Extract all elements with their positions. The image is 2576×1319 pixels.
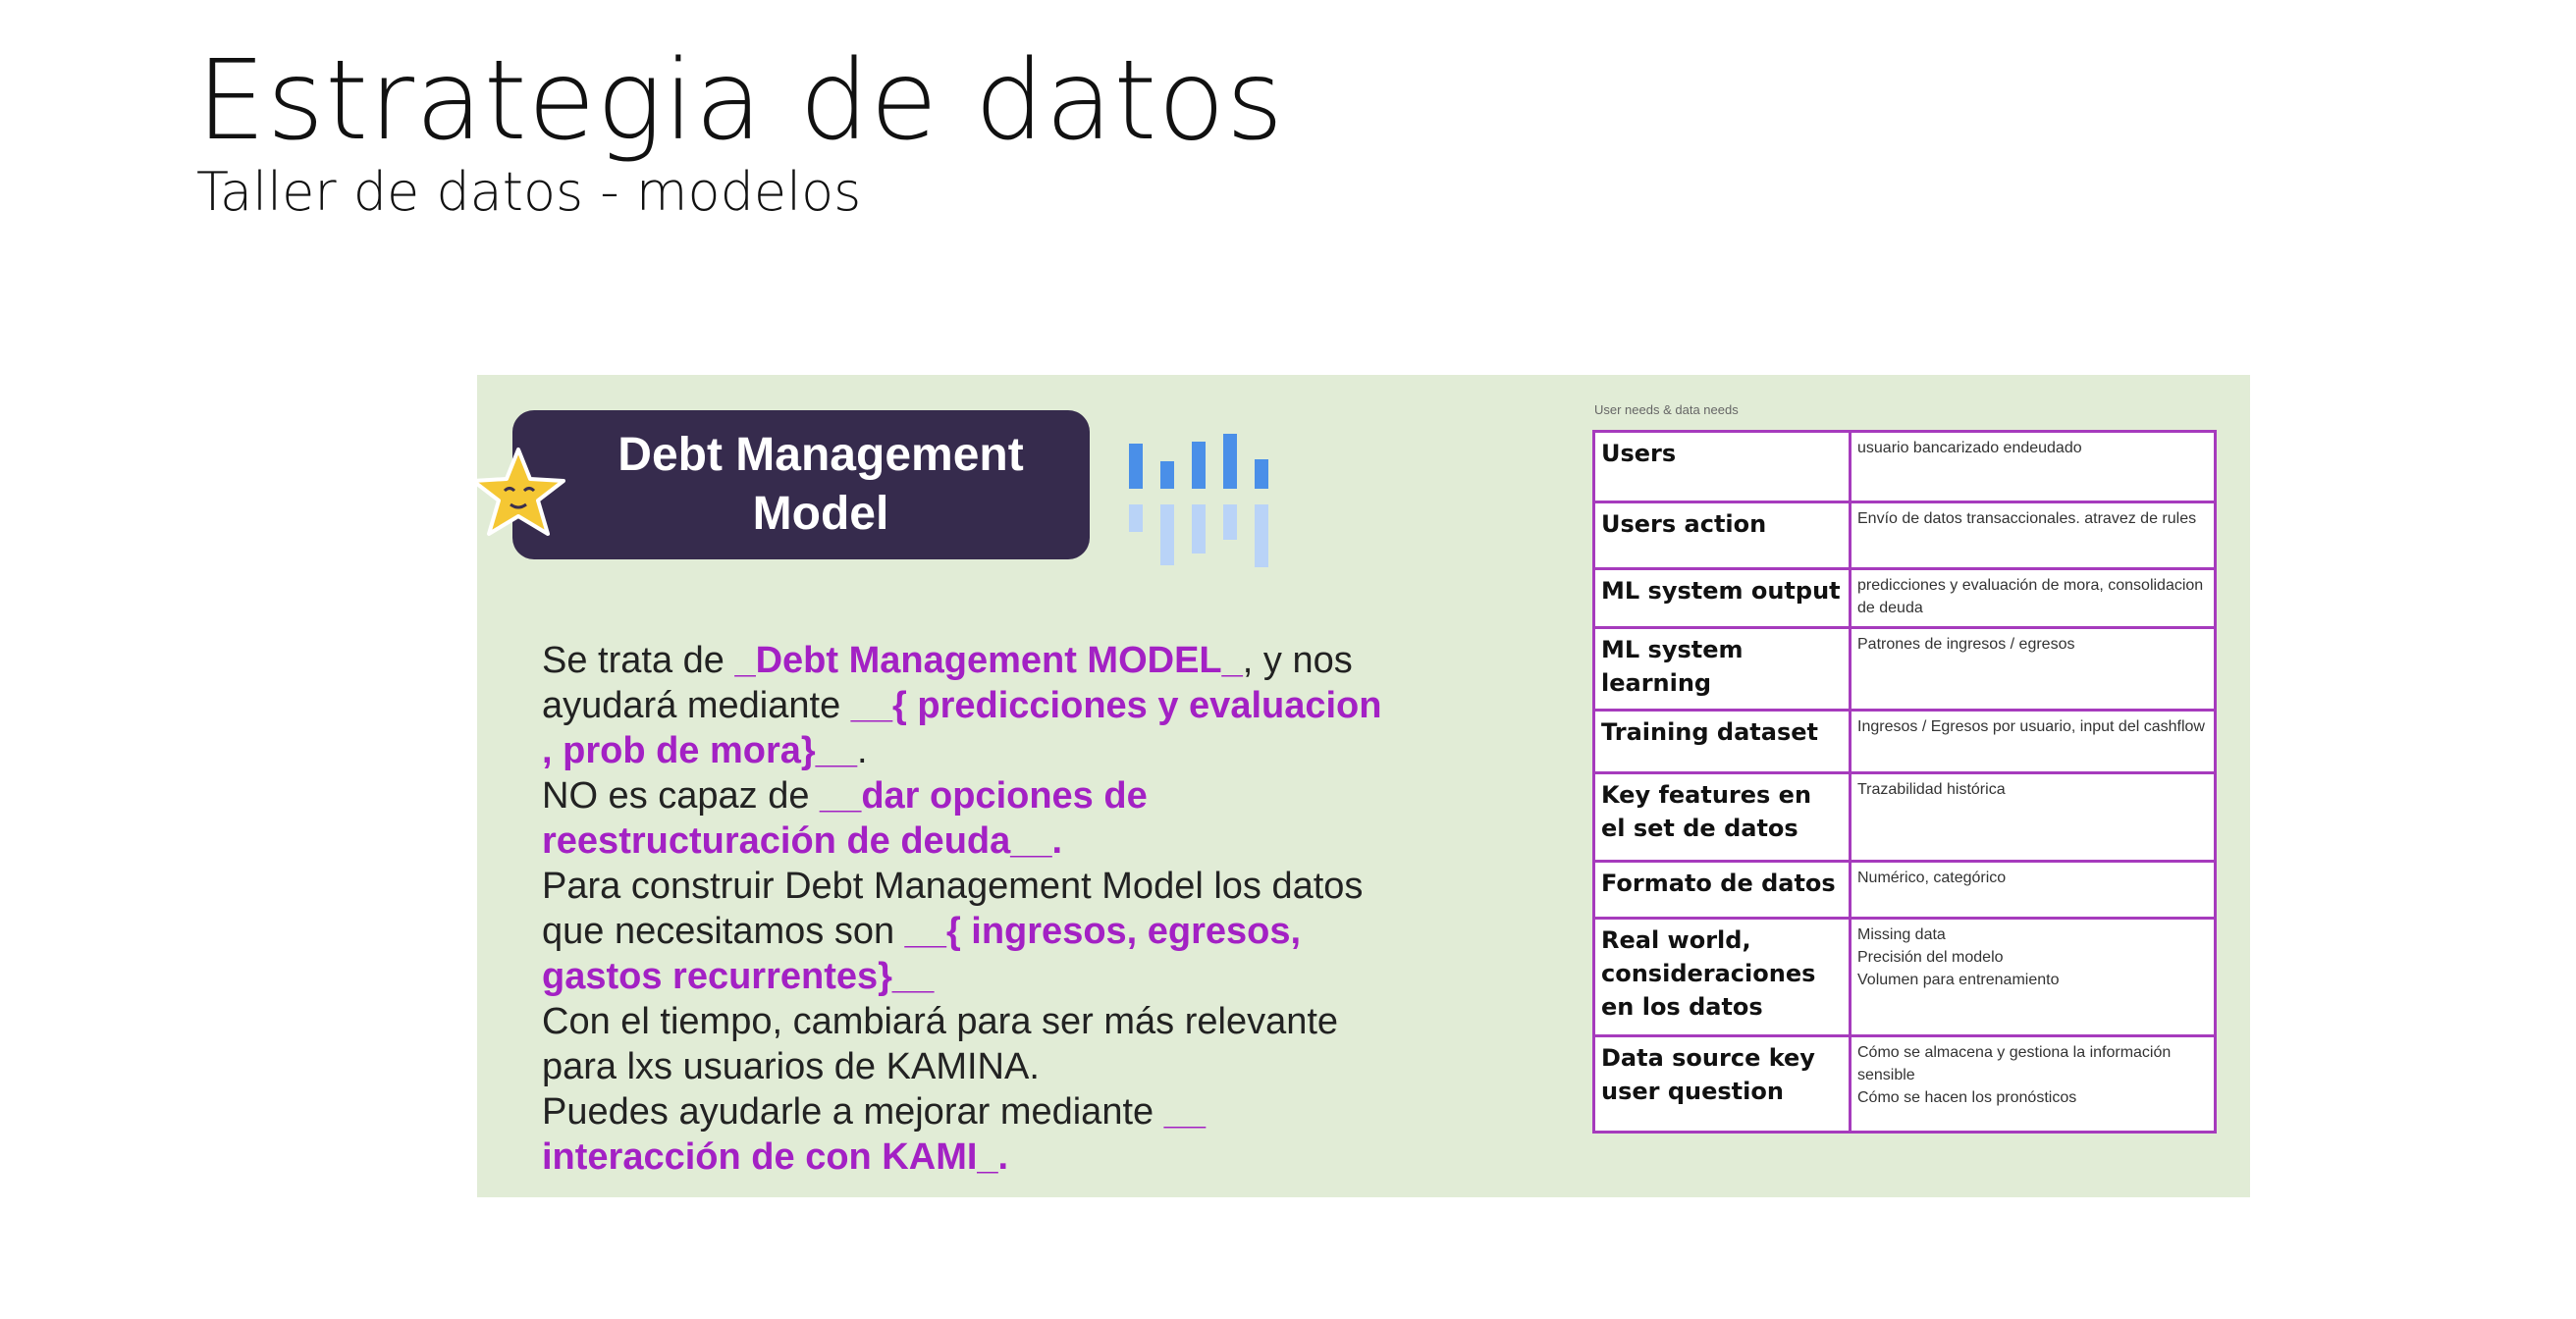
table-row-key: Key features en el set de datos [1594, 773, 1851, 862]
model-title: Debt Management Model [617, 429, 1024, 540]
highlighted-segment: __{ predicciones y evaluacion , prob de mora}__ [542, 685, 1382, 771]
table-row-key: Users [1594, 432, 1851, 502]
star-mascot-icon [469, 446, 567, 540]
text-segment: Con el tiempo, cambiará para ser más relevante para lxs usuarios de KAMINA. [542, 1001, 1339, 1087]
table-row-value: Patrones de ingresos / egresos [1851, 628, 2216, 711]
model-description [542, 638, 1386, 1180]
text-segment: Para construir Debt Management Model los datos que necesitamos son [542, 866, 1364, 952]
table-row-value: predicciones y evaluación de mora, consolidacion de deuda [1851, 569, 2216, 628]
table-row-value: Trazabilidad histórica [1851, 773, 2216, 862]
table-row [1594, 711, 2216, 773]
slide-title: Estrategia de datos [196, 37, 1285, 165]
text-segment: Se trata de [542, 640, 735, 681]
model-description-text [542, 638, 1386, 1180]
model-card-image [477, 375, 2250, 1197]
table-row [1594, 1036, 2216, 1133]
table-row-key: Data source key user question [1594, 1036, 1851, 1133]
table-row-key: ML system output [1594, 569, 1851, 628]
user-data-needs-table [1592, 430, 2217, 1134]
table-row [1594, 502, 2216, 569]
table-row [1594, 862, 2216, 919]
table-row-value: Cómo se almacena y gestiona la información sensible Cómo se hacen los pronósticos [1851, 1036, 2216, 1133]
text-segment: NO es capaz de [542, 775, 821, 817]
table-row [1594, 569, 2216, 628]
table-row-value: Ingresos / Egresos por usuario, input del cashflow [1851, 711, 2216, 773]
table-row-key: Formato de datos [1594, 862, 1851, 919]
table-row-key: Training dataset [1594, 711, 1851, 773]
highlighted-segment: __dar opciones de reestructuración de deuda__. [542, 775, 1148, 862]
table-row-value: Numérico, categórico [1851, 862, 2216, 919]
text-segment: , y nos ayudará mediante [542, 640, 1353, 726]
table-row-key: ML system learning [1594, 628, 1851, 711]
text-segment: Puedes ayudarle a mejorar mediante [542, 1091, 1164, 1133]
table-row-value: Missing data Precisión del modelo Volumen para entrenamiento [1851, 919, 2216, 1036]
table-row [1594, 432, 2216, 502]
table-row-value: Envío de datos transaccionales. atravez de rules [1851, 502, 2216, 569]
text-segment: . [856, 730, 868, 771]
model-title-banner [512, 410, 1090, 559]
equalizer-bars-icon [1129, 424, 1272, 571]
table-row-key: Real world, consideraciones en los datos [1594, 919, 1851, 1036]
highlighted-segment: _Debt Management MODEL_ [734, 640, 1243, 681]
table-row [1594, 628, 2216, 711]
highlighted-segment: __{ ingresos, egresos, gastos recurrentes}__ [542, 911, 1302, 997]
table-row [1594, 919, 2216, 1036]
slide-subtitle: Taller de datos - modelos [196, 161, 862, 223]
table-caption: User needs & data needs [1594, 402, 1739, 417]
table-row [1594, 773, 2216, 862]
table-row-key: Users action [1594, 502, 1851, 569]
highlighted-segment: __ interacción de con KAMI_. [542, 1091, 1206, 1178]
table-row-value: usuario bancarizado endeudado [1851, 432, 2216, 502]
